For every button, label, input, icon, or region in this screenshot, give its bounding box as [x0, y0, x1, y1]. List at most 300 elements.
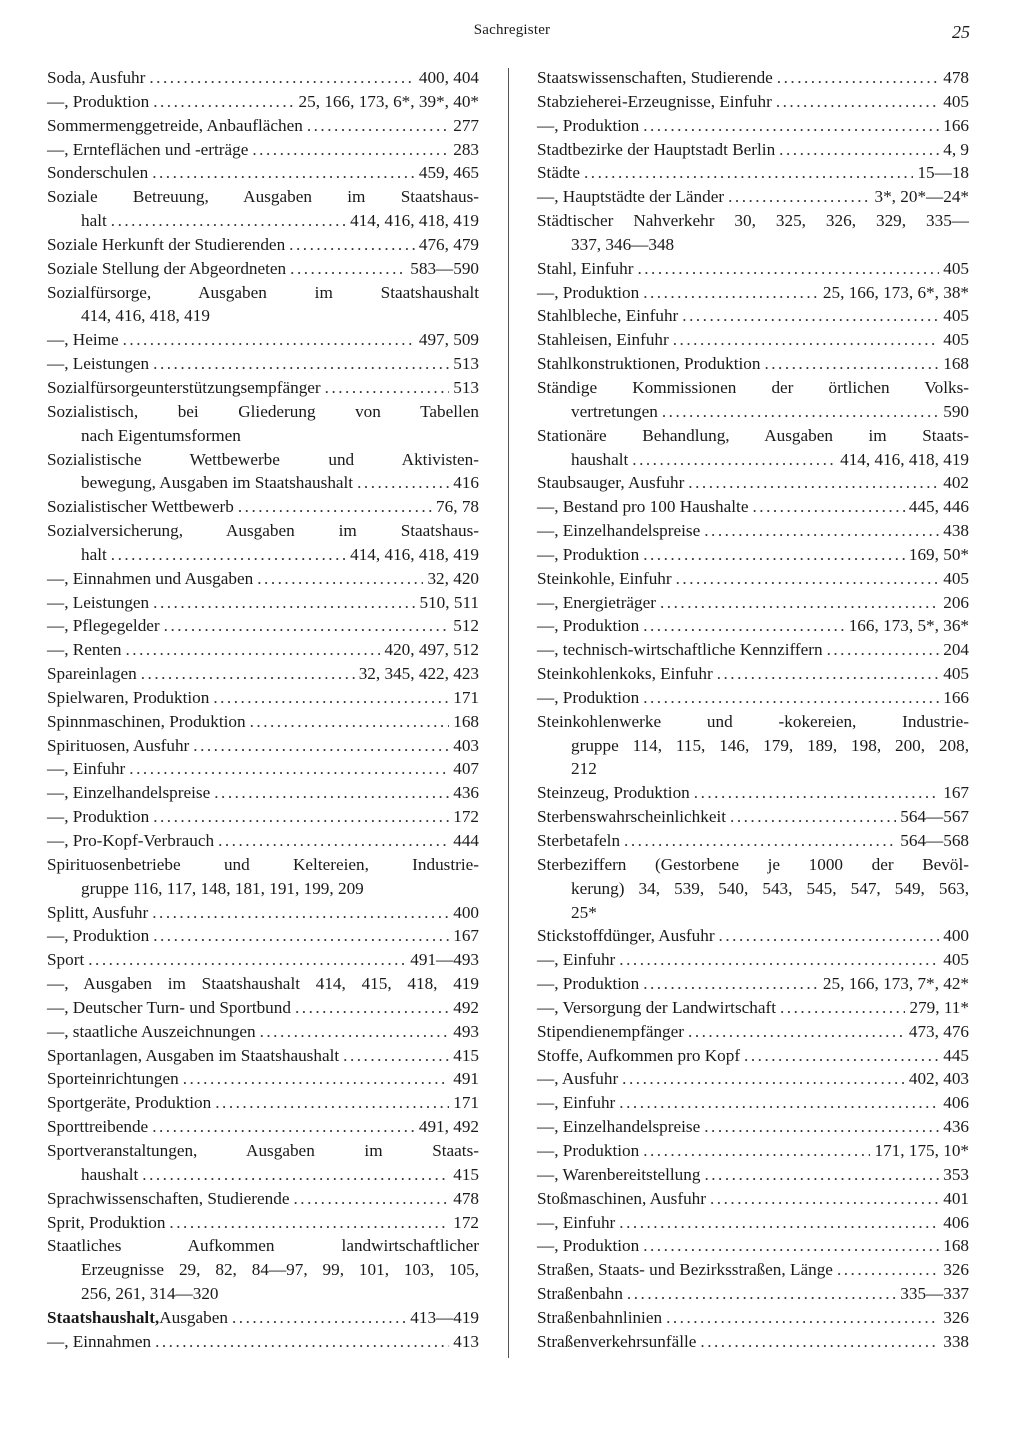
- entry-pages: 406: [943, 1093, 969, 1113]
- index-entry: [47, 1091, 479, 1115]
- index-entry: [47, 400, 479, 448]
- entry-line: [537, 138, 969, 162]
- index-entry: [537, 66, 969, 90]
- index-entry: [47, 829, 479, 853]
- entry-label: bewegung, Ausgaben im Staatshaushalt: [81, 473, 354, 493]
- index-entry: [537, 1139, 969, 1163]
- entry-line: [537, 352, 969, 376]
- index-entry: [47, 1234, 479, 1306]
- entry-line: [47, 1067, 479, 1091]
- entry-pages: 478: [943, 68, 969, 87]
- entry-line: [537, 543, 969, 567]
- entry-line: [47, 829, 479, 853]
- entry-pages: 436: [453, 783, 479, 803]
- entry-label: Straßenbahnlinien: [537, 1307, 663, 1327]
- entry-line: [47, 757, 479, 781]
- entry-label: —, Produktion: [47, 91, 150, 111]
- index-entry: [47, 257, 479, 281]
- entry-line: [47, 710, 479, 734]
- entry-line: [47, 901, 479, 925]
- entry-pages: 338: [943, 1331, 969, 1351]
- leader-dots: [700, 1330, 939, 1354]
- entry-label: —, Einfuhr: [537, 1212, 616, 1232]
- entry-line: [537, 781, 969, 805]
- entry-line: [47, 352, 479, 376]
- entry-label: Staatliches Aufkommen landwirtschaftlicher: [47, 1236, 479, 1256]
- entry-line: [47, 781, 479, 805]
- index-entry: [537, 781, 969, 805]
- leader-dots: [142, 1163, 449, 1187]
- entry-continuation: gruppe 116, 117, 148, 181, 191, 199, 209: [81, 878, 364, 898]
- leader-dots: [837, 1258, 939, 1282]
- leader-dots: [643, 1139, 870, 1163]
- entry-pages: 326: [943, 1307, 969, 1327]
- entry-line: [47, 161, 479, 185]
- leader-dots: [643, 686, 939, 710]
- leader-dots: [155, 1330, 449, 1354]
- index-entry: [537, 1211, 969, 1235]
- entry-pages: 167: [453, 926, 479, 946]
- entry-label: Sportgeräte, Produktion: [47, 1093, 212, 1113]
- entry-label: —, Produktion: [47, 807, 150, 827]
- entry-continuation: Erzeugnisse 29, 82, 84—97, 99, 101, 103, 105,: [81, 1260, 479, 1280]
- entry-continuation: [537, 448, 969, 472]
- entry-label: Sporttreibende: [47, 1117, 149, 1137]
- entry-label: Stoffe, Aufkommen pro Kopf: [537, 1045, 741, 1065]
- entry-line: [537, 519, 969, 543]
- entry-line: [47, 662, 479, 686]
- index-entry: [47, 996, 479, 1020]
- entry-pages: 171: [453, 1093, 479, 1113]
- entry-line: [537, 1187, 969, 1211]
- entry-label: Sozialistisch, bei Gliederung von Tabellen: [47, 401, 479, 421]
- leader-dots: [193, 734, 449, 758]
- entry-label: —, Einzelhandelspreise: [537, 521, 701, 541]
- entry-pages: 415: [453, 1045, 479, 1065]
- entry-label: —, Einfuhr: [537, 1093, 616, 1113]
- entry-pages: 493: [453, 1021, 479, 1041]
- entry-line: [537, 1091, 969, 1115]
- leader-dots: [149, 66, 414, 90]
- entry-label: Sportveranstaltungen, Ausgaben im Staats-: [47, 1140, 479, 1160]
- index-entry: [47, 352, 479, 376]
- entry-label: Straßenbahn: [537, 1284, 623, 1304]
- entry-pages: 405: [943, 91, 969, 111]
- index-entry: [47, 781, 479, 805]
- entry-pages: 445, 446: [908, 497, 969, 517]
- index-entry: [47, 114, 479, 138]
- leader-dots: [584, 161, 913, 185]
- entry-label: —, Warenbereitstellung: [537, 1164, 701, 1184]
- index-column-right: [537, 66, 969, 1354]
- entry-pages: 169, 50*: [908, 544, 969, 564]
- entry-label: —, Einzelhandelspreise: [47, 783, 211, 803]
- leader-dots: [183, 1067, 449, 1091]
- entry-line: [537, 185, 969, 209]
- entry-line: [537, 304, 969, 328]
- entry-pages: 32, 345, 422, 423: [358, 664, 479, 684]
- entry-label: Steinkohlenwerke und -kokereien, Industrie-: [537, 711, 969, 731]
- entry-label: —, Einfuhr: [537, 950, 616, 970]
- entry-pages: 407: [453, 759, 479, 779]
- entry-line: [537, 471, 969, 495]
- entry-pages: 326: [943, 1260, 969, 1280]
- entry-label: Stipendienempfänger: [537, 1021, 685, 1041]
- entry-pages: 172: [453, 1212, 479, 1232]
- entry-pages: 401: [943, 1188, 969, 1208]
- index-entry: [537, 519, 969, 543]
- entry-pages: 405: [943, 568, 969, 588]
- entry-pages: 204: [943, 640, 969, 660]
- entry-line: [47, 1044, 479, 1068]
- entry-line: [537, 1163, 969, 1187]
- entry-pages: 25, 166, 173, 6*, 39*, 40*: [298, 91, 479, 111]
- leader-dots: [238, 495, 432, 519]
- entry-line: [537, 972, 969, 996]
- entry-label: Sozialistische Wettbewerbe und Aktivisten-: [47, 449, 479, 469]
- index-entry: [47, 185, 479, 233]
- leader-dots: [717, 662, 940, 686]
- entry-pages: 15—18: [917, 163, 969, 183]
- index-entry: [47, 1187, 479, 1211]
- index-entry: [537, 161, 969, 185]
- entry-pages: 25, 166, 173, 7*, 42*: [822, 974, 969, 994]
- index-entry: [47, 495, 479, 519]
- entry-line: [47, 924, 479, 948]
- index-entry: [47, 233, 479, 257]
- entry-pages: 25, 166, 173, 6*, 38*: [822, 282, 969, 302]
- leader-dots: [666, 1306, 939, 1330]
- entry-line: [537, 1258, 969, 1282]
- index-entry: [537, 924, 969, 948]
- index-entry: [47, 1044, 479, 1068]
- entry-line: [537, 662, 969, 686]
- index-entry: [537, 543, 969, 567]
- entry-line: [47, 948, 479, 972]
- leader-dots: [752, 495, 904, 519]
- index-entry: [47, 1330, 479, 1354]
- entry-label: Stahlbleche, Einfuhr: [537, 306, 679, 326]
- entry-line: [47, 328, 479, 352]
- entry-label: —, Produktion: [537, 616, 640, 636]
- leader-dots: [728, 185, 870, 209]
- entry-line: [537, 638, 969, 662]
- index-entry: [47, 567, 479, 591]
- index-entry: [537, 1020, 969, 1044]
- entry-label: —, Produktion: [537, 687, 640, 707]
- leader-dots: [129, 757, 449, 781]
- entry-pages: 564—568: [900, 831, 969, 850]
- index-entry: [537, 948, 969, 972]
- entry-pages: 513: [453, 354, 479, 374]
- index-entry: [537, 138, 969, 162]
- entry-line: [47, 90, 479, 114]
- entry-label: Staubsauger, Ausfuhr: [537, 473, 685, 493]
- entry-pages: 414, 416, 418, 419: [840, 449, 969, 469]
- leader-dots: [252, 138, 449, 162]
- entry-line: [537, 1044, 969, 1068]
- index-entry: [537, 591, 969, 615]
- entry-pages: 167: [943, 783, 969, 803]
- leader-dots: [744, 1044, 939, 1068]
- index-entry: [537, 281, 969, 305]
- index-entry: [47, 1211, 479, 1235]
- index-entry: [537, 1163, 969, 1187]
- index-entry: [47, 161, 479, 185]
- leader-dots: [152, 1115, 415, 1139]
- leader-dots: [676, 567, 940, 591]
- leader-dots: [232, 1306, 406, 1330]
- entry-label: haushalt: [81, 1164, 139, 1184]
- entry-line: [47, 233, 479, 257]
- index-entry: [537, 114, 969, 138]
- entry-line: [537, 1020, 969, 1044]
- index-entry: [47, 853, 479, 901]
- entry-continuation: gruppe 114, 115, 146, 179, 189, 198, 200, 208,: [571, 735, 969, 755]
- entry-label: —, Bestand pro 100 Haushalte: [537, 497, 749, 517]
- entry-continuation: [47, 1163, 479, 1187]
- index-entry: [47, 1306, 479, 1330]
- leader-dots: [662, 400, 939, 424]
- entry-label: —, Produktion: [47, 926, 150, 946]
- entry-label-rest: Ausgaben: [159, 1307, 228, 1327]
- entry-line: [47, 1306, 479, 1330]
- entry-label: Steinkohlenkoks, Einfuhr: [537, 664, 713, 684]
- index-entry: [47, 948, 479, 972]
- entry-line: [537, 614, 969, 638]
- entry-label: Soziale Herkunft der Studierenden: [47, 234, 286, 254]
- index-entry: [47, 638, 479, 662]
- entry-line: [47, 1187, 479, 1211]
- leader-dots: [111, 543, 346, 567]
- entry-label: Staatshaushalt,: [47, 1307, 160, 1327]
- entry-pages: 473, 476: [908, 1021, 969, 1041]
- entry-line: [47, 1211, 479, 1235]
- leader-dots: [730, 805, 896, 829]
- entry-label: Sommermenggetreide, Anbauflächen: [47, 115, 303, 135]
- entry-pages: 478: [453, 1188, 479, 1208]
- entry-label: Stationäre Behandlung, Ausgaben im Staats-: [537, 425, 969, 445]
- entry-pages: 438: [943, 521, 969, 541]
- leader-dots: [643, 972, 819, 996]
- entry-continuation: kerung) 34, 539, 540, 543, 545, 547, 549, 563,: [571, 878, 969, 898]
- running-header: Sachregister: [473, 22, 551, 38]
- entry-line: [81, 471, 479, 495]
- index-entry: [537, 209, 969, 257]
- entry-label: Sozialfürsorgeunterstützungsempfänger: [47, 377, 321, 397]
- entry-label: —, staatliche Auszeichnungen: [47, 1021, 256, 1041]
- entry-label: Stahleisen, Einfuhr: [537, 330, 669, 350]
- leader-dots: [343, 1044, 449, 1068]
- index-entry: [47, 757, 479, 781]
- leader-dots: [688, 1020, 905, 1044]
- leader-dots: [643, 543, 905, 567]
- entry-pages: 403: [453, 735, 479, 755]
- entry-pages: 168: [943, 354, 969, 374]
- leader-dots: [704, 519, 939, 543]
- entry-line: [47, 614, 479, 638]
- entry-label: —, Ausfuhr: [537, 1069, 619, 1089]
- entry-label: —, Hauptstädte der Länder: [537, 187, 725, 207]
- entry-pages: 414, 416, 418, 419: [350, 211, 479, 231]
- entry-pages: 279, 11*: [909, 997, 969, 1017]
- index-entry: [47, 591, 479, 615]
- index-column-left: [47, 66, 479, 1354]
- entry-line: [537, 948, 969, 972]
- entry-pages: 413—419: [410, 1307, 479, 1327]
- entry-label: —, Produktion: [537, 282, 640, 302]
- index-entry: [537, 686, 969, 710]
- leader-dots: [704, 1115, 939, 1139]
- entry-pages: 171: [453, 687, 479, 707]
- entry-pages: 166, 173, 5*, 36*: [848, 616, 969, 636]
- index-entry: [47, 901, 479, 925]
- entry-label: Sporteinrichtungen: [47, 1069, 179, 1089]
- entry-pages: 168: [453, 711, 479, 731]
- entry-label: Sozialfürsorge, Ausgaben im Staatshaushalt: [47, 282, 479, 302]
- entry-label: Sozialversicherung, Ausgaben im Staatshaus-: [47, 521, 479, 541]
- entry-label: —, Pro-Kopf-Verbrauch: [47, 831, 215, 850]
- entry-pages: 512: [453, 616, 479, 636]
- entry-continuation: 256, 261, 314—320: [81, 1284, 219, 1304]
- index-entry: [47, 281, 479, 329]
- entry-label: vertretungen: [571, 401, 658, 421]
- entry-line: [81, 209, 479, 233]
- entry-pages: 400: [453, 902, 479, 922]
- leader-dots: [215, 1091, 449, 1115]
- index-entry: [537, 662, 969, 686]
- entry-label: —, Leistungen: [47, 592, 150, 612]
- entry-line: [47, 638, 479, 662]
- entry-line: [537, 567, 969, 591]
- index-entry: [47, 448, 479, 496]
- leader-dots: [660, 591, 939, 615]
- leader-dots: [153, 352, 449, 376]
- index-entry: [537, 90, 969, 114]
- leader-dots: [780, 996, 905, 1020]
- entry-continuation: [47, 209, 479, 233]
- leader-dots: [141, 662, 355, 686]
- index-entry: [47, 1067, 479, 1091]
- index-entry: [537, 1187, 969, 1211]
- entry-label: Sprachwissenschaften, Studierende: [47, 1188, 290, 1208]
- entry-pages: 405: [943, 330, 969, 350]
- leader-dots: [295, 996, 449, 1020]
- entry-line: [537, 1067, 969, 1091]
- index-entry: [47, 662, 479, 686]
- entry-pages: 492: [453, 997, 479, 1017]
- leader-dots: [688, 471, 939, 495]
- entry-pages: 445: [943, 1045, 969, 1065]
- leader-dots: [710, 1187, 939, 1211]
- entry-line: [571, 448, 969, 472]
- leader-dots: [290, 257, 406, 281]
- index-entry: [537, 638, 969, 662]
- leader-dots: [643, 614, 845, 638]
- index-entry: [537, 257, 969, 281]
- index-entry: [537, 1044, 969, 1068]
- index-entry: [537, 853, 969, 925]
- entry-line: [47, 591, 479, 615]
- entry-line: [537, 114, 969, 138]
- entry-pages: 168: [943, 1236, 969, 1256]
- index-entry: [47, 734, 479, 758]
- entry-text: —, Ausgaben im Staatshaushalt 414, 415, 418, 419: [47, 974, 479, 994]
- leader-dots: [289, 233, 415, 257]
- entry-label: Straßen, Staats- und Bezirksstraßen, Länge: [537, 1260, 833, 1280]
- entry-label: —, Einzelhandelspreise: [537, 1117, 701, 1137]
- entry-pages: 335—337: [900, 1284, 969, 1304]
- entry-pages: 491—493: [410, 950, 479, 970]
- entry-label: —, Produktion: [537, 115, 640, 135]
- index-entry: [537, 495, 969, 519]
- leader-dots: [827, 638, 940, 662]
- index-entry: [537, 185, 969, 209]
- entry-pages: 444: [453, 831, 479, 850]
- entry-line: [81, 1163, 479, 1187]
- entry-line: [47, 567, 479, 591]
- entry-pages: 283: [453, 139, 479, 159]
- leader-dots: [624, 829, 896, 853]
- leader-dots: [764, 352, 939, 376]
- index-entry: [537, 1330, 969, 1354]
- leader-dots: [643, 114, 939, 138]
- entry-line: [47, 1115, 479, 1139]
- entry-line: [537, 90, 969, 114]
- index-entry: [537, 567, 969, 591]
- entry-pages: 497, 509: [418, 330, 479, 350]
- leader-dots: [152, 161, 415, 185]
- entry-pages: 436: [943, 1117, 969, 1137]
- leader-dots: [250, 710, 450, 734]
- index-entry: [47, 1020, 479, 1044]
- entry-pages: 491, 492: [418, 1117, 479, 1137]
- leader-dots: [169, 1211, 449, 1235]
- leader-dots: [307, 114, 449, 138]
- entry-pages: 405: [943, 950, 969, 970]
- entry-label: Spielwaren, Produktion: [47, 687, 210, 707]
- entry-label: Spirituosen, Ausfuhr: [47, 735, 190, 755]
- index-entry: [47, 328, 479, 352]
- entry-line: [537, 281, 969, 305]
- entry-label: Stahlkonstruktionen, Produktion: [537, 354, 761, 374]
- leader-dots: [619, 948, 939, 972]
- leader-dots: [643, 1234, 939, 1258]
- entry-label: Straßenverkehrsunfälle: [537, 1331, 697, 1351]
- index-entry: [47, 66, 479, 90]
- entry-label: Sportanlagen, Ausgaben im Staatshaushalt: [47, 1045, 340, 1065]
- entry-pages: 171, 175, 10*: [874, 1140, 969, 1160]
- entry-label: Städte: [537, 163, 580, 183]
- entry-line: [47, 495, 479, 519]
- entry-label: Steinzeug, Produktion: [537, 783, 690, 803]
- index-entry: [47, 686, 479, 710]
- index-entry: [47, 805, 479, 829]
- entry-continuation: [537, 400, 969, 424]
- entry-line: [537, 829, 969, 853]
- entry-label: Stoßmaschinen, Ausfuhr: [537, 1188, 706, 1208]
- entry-label: Stahl, Einfuhr: [537, 258, 634, 278]
- entry-line: [47, 138, 479, 162]
- entry-line: [47, 1330, 479, 1354]
- entry-pages: 415: [453, 1164, 479, 1184]
- index-entry: [537, 996, 969, 1020]
- leader-dots: [682, 304, 939, 328]
- entry-pages: 172: [453, 807, 479, 827]
- entry-label: Staatswissenschaften, Studierende: [537, 68, 773, 87]
- leader-dots: [257, 567, 423, 591]
- entry-continuation: 414, 416, 418, 419: [81, 306, 210, 326]
